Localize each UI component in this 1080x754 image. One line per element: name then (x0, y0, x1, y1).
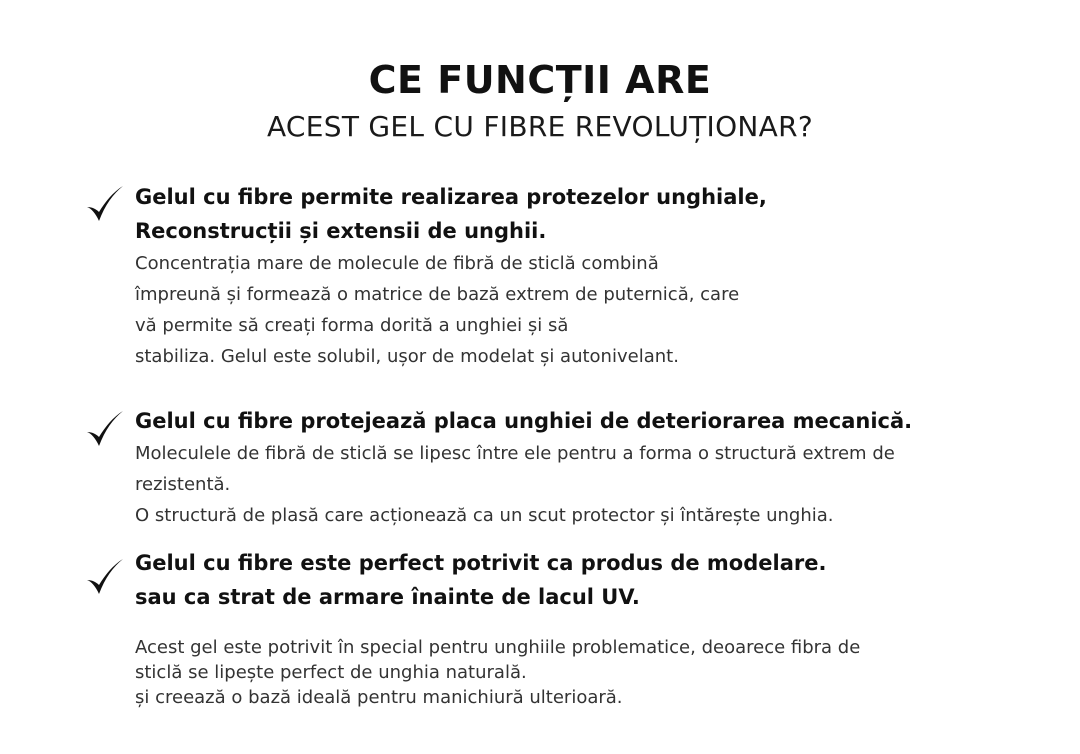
page-title: CE FUNCȚII ARE (368, 58, 712, 102)
section-body-line: rezistentă. (135, 474, 231, 495)
feature-section-3-body (135, 635, 1035, 710)
section-body-line: Acest gel este potrivit în special pentru unghiile problematice, deoarece fibra de (135, 637, 861, 658)
page-subtitle: ACEST GEL CU FIBRE REVOLUȚIONAR? (266, 110, 814, 143)
section-heading-line: sau ca strat de armare înainte de lacul UV. (135, 585, 640, 609)
section-heading-line: Gelul cu fibre permite realizarea protezelor unghiale, (135, 185, 767, 209)
section-body-line: sticlă se lipește perfect de unghia naturală. (135, 662, 527, 683)
feature-section-2 (135, 404, 1035, 531)
section-body-line: împreună și formează o matrice de bază extrem de puternică, care (135, 284, 740, 305)
feature-section-3 (135, 546, 1035, 614)
checkmark-icon (84, 408, 126, 450)
section-body-line: Moleculele de fibră de sticlă se lipesc între ele pentru a forma o structură extrem de (135, 443, 895, 464)
checkmark-icon (84, 183, 126, 225)
section-body-line: vă permite să creați forma dorită a unghiei și să (135, 315, 569, 336)
section-heading-line: Reconstrucții și extensii de unghii. (135, 219, 547, 243)
section-heading-line: Gelul cu fibre protejează placa unghiei de deteriorarea mecanică. (135, 409, 913, 433)
section-body-line: O structură de plasă care acționează ca un scut protector și întărește unghia. (135, 505, 834, 526)
section-body-line: și creează o bază ideală pentru manichiură ulterioară. (135, 687, 623, 708)
feature-section-1 (135, 180, 1035, 372)
section-heading-line: Gelul cu fibre este perfect potrivit ca produs de modelare. (135, 551, 827, 575)
section-body-line: stabiliza. Gelul este solubil, ușor de modelat și autonivelant. (135, 346, 679, 367)
section-body-line: Concentrația mare de molecule de fibră de sticlă combină (135, 253, 659, 274)
checkmark-icon (84, 556, 126, 598)
